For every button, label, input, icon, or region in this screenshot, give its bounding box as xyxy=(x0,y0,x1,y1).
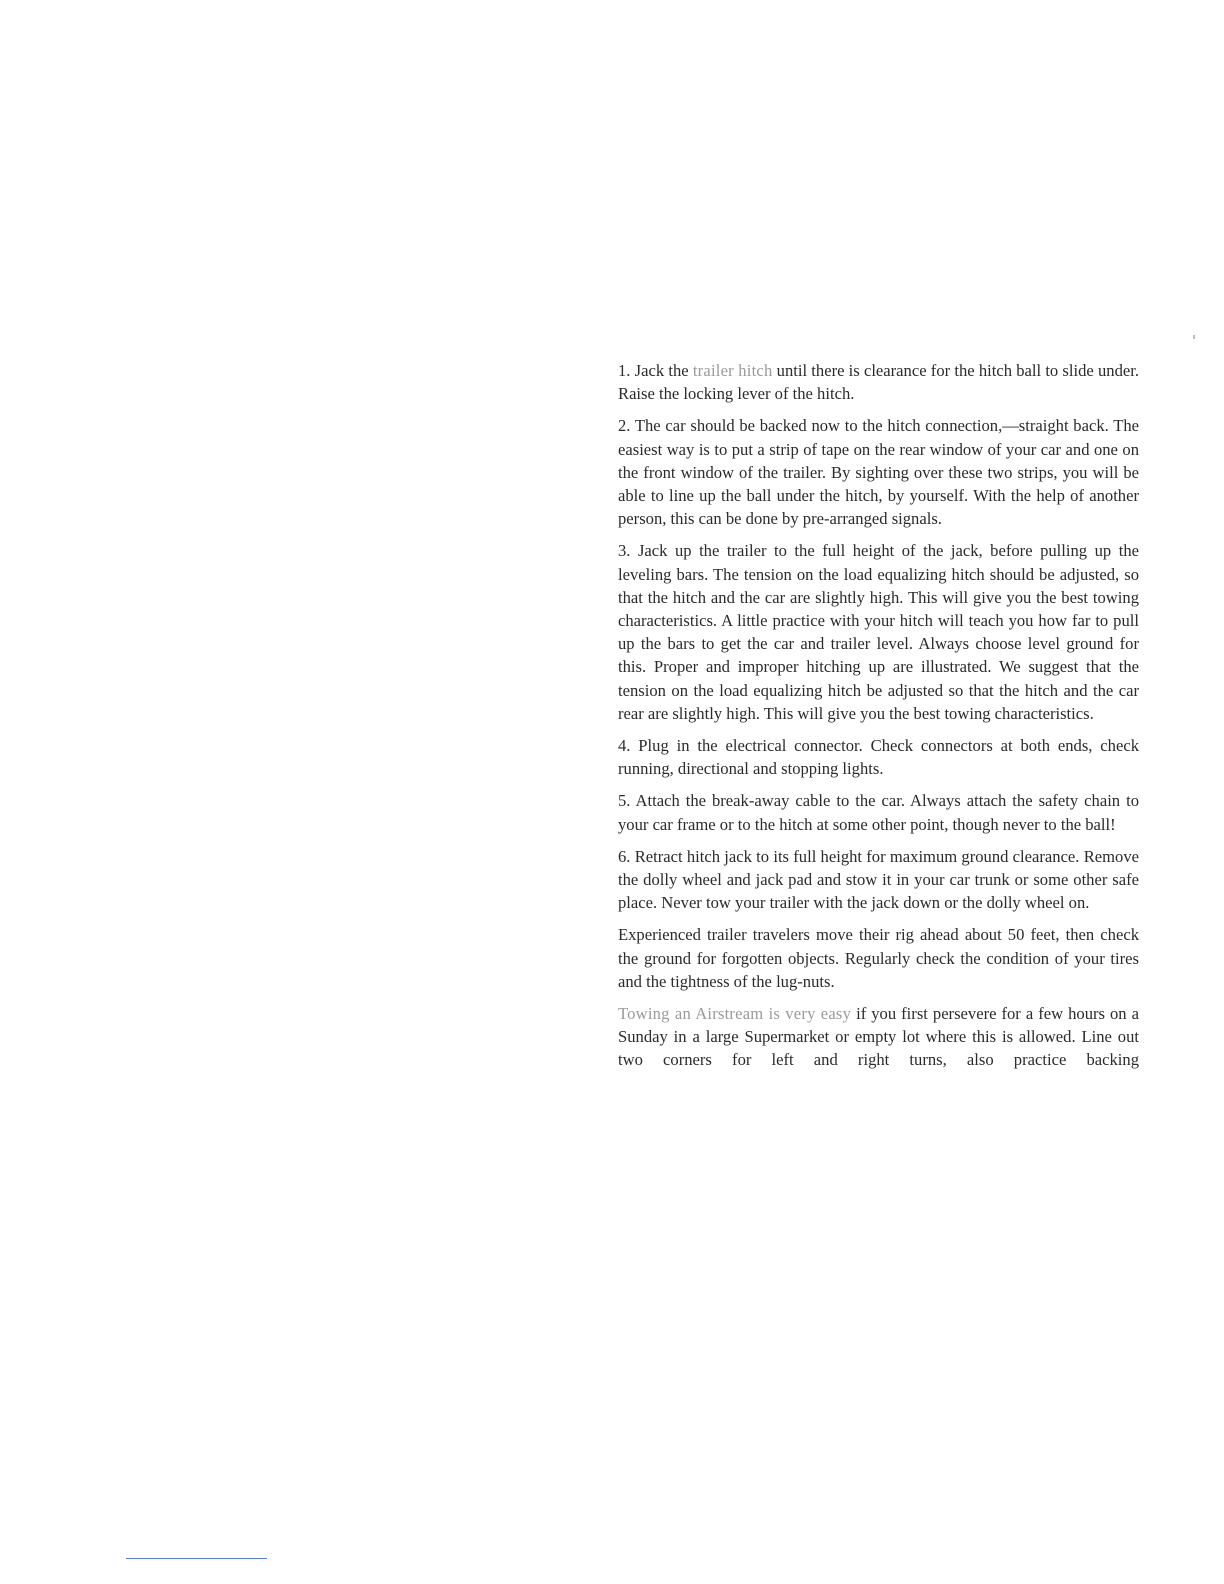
scan-speck xyxy=(1193,335,1195,339)
paragraph-step-1 xyxy=(618,359,1139,405)
paragraph-lead: 6. Retract hitch jack to its full height for maximum ground clearance. Remove the dolly wheel and jack pad and stow it in your car trunk or some other safe place. Never tow your trailer with the jack down or the dolly wheel on. xyxy=(618,846,1139,913)
paragraph-step-6 xyxy=(618,845,1139,915)
paragraph-lead: 3. Jack up the trailer to the full height of the jack, before pulling up the leveling bars. The tension on the load equalizing hitch should be adjusted, so that the hitch and the car are slightly high. This will give you the best towing characteristics. A little practice with your hitch will teach you how far to pull up the bars to get the car and trailer level. Always choose level ground for this. Proper and improper hitching up are illustrated. We suggest that the tension on the load equalizing hitch be adjusted so that the hitch and the car rear are slightly high. This will give you the best towing characteristics. xyxy=(618,541,1139,723)
paragraph-lead: Experienced trailer travelers move their rig ahead about 50 feet, then check the ground for forgotten objects. Regularly check the condition of your tires and the tightness of the lug-nuts. xyxy=(618,925,1139,991)
paragraph-lead: 4. Plug in the electrical connector. Check connectors at both ends, check running, directional and stopping lights. xyxy=(618,736,1139,779)
faded-phrase: trailer hitch xyxy=(692,361,773,380)
paragraph-towing-practice xyxy=(618,1002,1139,1072)
paragraph-experienced-travelers xyxy=(618,923,1139,993)
paragraph-rest: until there is clearance for the hitch ball to slide under. Raise the locking lever of the hitch. xyxy=(618,361,1139,404)
paragraph-lead: 2. The car should be backed now to the hitch connection,—straight back. The easiest way is to put a strip of tape on the rear window of your car and one on the front window of the trailer. By sighting over these two strips, you will be able to line up the ball under the hitch, by yourself. With the help of another person, this can be done by pre-arranged signals. xyxy=(618,416,1139,529)
paragraph-step-4 xyxy=(618,734,1139,780)
paragraph-lead: 5. Attach the break-away cable to the car. Always attach the safety chain to your car frame or to the hitch at some other point, though never to the ball! xyxy=(618,791,1139,834)
paragraph-rest: if you first persevere for a few hours on a Sunday in a large Supermarket or empty lot where this is allowed. Line out two corners for left and right turns, also practice backing xyxy=(618,1004,1139,1070)
footnote-rule xyxy=(126,1558,267,1559)
paragraph-step-5 xyxy=(618,789,1139,835)
paragraph-step-2 xyxy=(618,414,1139,530)
paragraph-step-3 xyxy=(618,539,1139,725)
paragraph-lead: 1. Jack the xyxy=(618,361,693,380)
instruction-text-column xyxy=(618,359,1139,1081)
faded-phrase: Towing an Airstream is very easy xyxy=(618,1004,852,1024)
